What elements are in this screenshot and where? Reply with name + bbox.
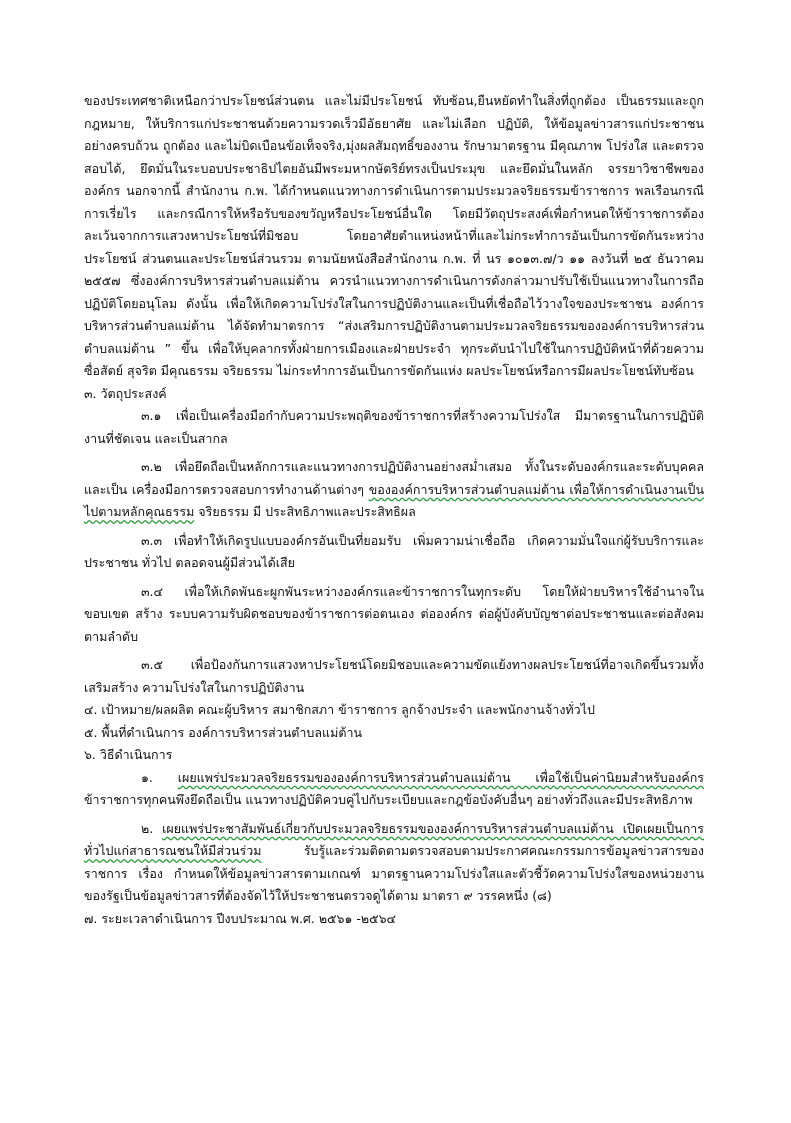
method-item-1-number: ๑. (141, 769, 178, 785)
method-item-2-underlined: เผยแพร่ประชาสัมพันธ์เกี่ยวกับประมวลจริยธรรมขององค์การบริหารส่วนตำบลแม่ต้าน เปิดเผยเป็นการทั่วไปแก่สาธารณชนให้มีส่วนร่วม (84, 820, 704, 858)
section-6-heading: ๖. วิธีดำเนินการ (84, 747, 173, 762)
intro-paragraph: ของประเทศชาติเหนือกว่าประโยชน์ส่วนตน และไม่มีประโยชน์ ทับซ้อน,ยืนหยัดทำในสิ่งที่ถูกต้อง เป็นธรรมและถูกกฎหมาย, ให้บริการแก่ประชาชนด้วยความรวดเร็วมีอัธยาศัย และไม่เลือก ปฏิบัติ, ให้ข้อมูลข่าวสารแก่ประชาชนอย่างครบถ้วน ถูกต้อง และไม่บิดเบือนข้อเท็จจริง,มุ่งผลสัมฤทธิ์ของงาน รักษามาตรฐาน มีคุณภาพ โปร่งใส และตรวจสอบได้, ยึดมั่นในระบอบประชาธิปไตยอันมีพระมหากษัตริย์ทรงเป็นประมุข และยึดมั่นในหลัก จรรยาวิชาชีพขององค์กร นอกจากนี้ สำนักงาน ก.พ. ได้กำหนดแนวทางการดำเนินการตามประมวลจริยธรรมข้าราชการ พลเรือนกรณีการเรี่ยไร และกรณีการให้หรือรับของขวัญหรือประโยชน์อื่นใด โดยมีวัตถุประสงค์เพื่อกำหนดให้ข้าราชการต้อง ละเว้นจากการแสวงหาประโยชน์ที่มิชอบ โดยอาศัยตำแหน่งหน้าที่และไม่กระทำการอันเป็นการขัดกันระหว่างประโยชน์ ส่วนตนและประโยชน์ส่วนรวม ตามนัยหนังสือสำนักงาน ก.พ. ที่ นร ๑๐๑๓.๗/ว ๑๑ ลงวันที่ ๒๕ ธันวาคม ๒๕๕๗ ซึ่งองค์การบริหารส่วนตำบลแม่ต้าน ควรนำแนวทางการดำเนินการดังกล่าวมาปรับใช้เป็นแนวทางในการถือปฏิบัติโดยอนุโลม ดังนั้น เพื่อให้เกิดความโปร่งใสในการปฏิบัติงานและเป็นที่เชื่อถือไว้วางใจของประชาชน องค์การบริหารส่วนตำบลแม่ต้าน ได้จัดทำมาตรการ “ส่งเสริมการปฏิบัติงานตามประมวลจริยธรรมขององค์การบริหารส่วนตำบลแม่ต้าน ” ขึ้น เพื่อให้บุคลากรทั้งฝ่ายการเมืองและฝ่ายประจำ ทุกระดับนำไปใช้ในการปฏิบัติหน้าที่ด้วยความซื่อสัตย์ สุจริต มีคุณธรรม จริยธรรม ไม่กระทำการอันเป็นการขัดกันแห่ง ผลประโยชน์หรือการมีผลประโยชน์ทับซ้อน (84, 93, 704, 378)
method-item-2-number: ๒. (141, 820, 163, 836)
objective-3-3: ๓.๓ เพื่อทำให้เกิดรูปแบบองค์กรอันเป็นที่ยอมรับ เพิ่มความน่าเชื่อถือ เกิดความมั่นใจแก่ผู้รับบริการและประชาชน ทั่วไป ตลอดจนผู้มีส่วนได้เสีย (84, 532, 704, 570)
objective-3-2 (84, 456, 704, 524)
method-item-2-rest: รับรู้และร่วมติดตามตรวจสอบตามประกาศคณะกรรมการข้อมูลข่าวสารของราชการ เรื่อง กำหนดให้ข้อมูลข่าวสารตามเกณฑ์ มาตรฐานความโปร่งใสและตัวชี้วัดความโปร่งใสของหน่วยงานของรัฐเป็นข้อมูลข่าวสารที่ต้องจัดไว้ให้ประชาชนตรวจดูได้ตาม มาตรา ๙ วรรคหนึ่ง (๘) (84, 843, 704, 903)
objective-3-4: ๓.๔ เพื่อให้เกิดพันธะผูกพันระหว่างองค์กรและข้าราชการในทุกระดับ โดยให้ฝ่ายบริหารใช้อำนาจในขอบเขต สร้าง ระบบความรับผิดชอบของข้าราชการต่อตนเอง ต่อองค์กร ต่อผู้บังคับบัญชาต่อประชาชนและต่อสังคมตามลำดับ (84, 583, 704, 644)
section-3-heading: ๓. วัตถุประสงค์ (84, 385, 167, 401)
method-item-2 (84, 818, 704, 908)
section-7-period: ๗. ระยะเวลาดำเนินการ ปีงบประมาณ พ.ศ. ๒๕๖๑ -๒๕๖๔ (84, 910, 396, 926)
objective-3-2-underlined: ขององค์การบริหารส่วนตำบลแม่ต้าน เพื่อให้การดำเนินงานเป็นไปตามหลักคุณธรรม (84, 481, 705, 519)
method-item-1-underlined: เผยแพร่ประมวลจริยธรรมขององค์การบริหารส่วนตำบลแม่ต้าน เพื่อใช้เป็นค่านิยมสำหรับองค์กร (177, 769, 704, 785)
objective-3-2-text-c: จริยธรรม มี ประสิทธิภาพและประสิทธิผล (194, 504, 416, 519)
section-4-target: ๔. เป้าหมาย/ผลผลิต คณะผู้บริหาร สมาชิกสภา ข้าราชการ ลูกจ้างประจำ และพนักงานจ้างทั่วไป (84, 702, 595, 717)
section-5-area: ๕. พื้นที่ดำเนินการ องค์การบริหารส่วนตำบลแม่ต้าน (84, 724, 363, 740)
objective-3-5: ๓.๕ เพื่อป้องกันการแสวงหาประโยชน์โดยมิชอบและความขัดแย้งทางผลประโยชน์ที่อาจเกิดขึ้นรวมทั้งเสริมสร้าง ความโปร่งใสในการปฏิบัติงาน (84, 657, 704, 695)
method-item-1-rest: ข้าราชการทุกคนพึงยึดถือเป็น แนวทางปฏิบัติควบคู่ไปกับระเบียบและกฎข้อบังคับอื่นๆ อย่างทั่วถึงและมีประสิทธิภาพ (84, 792, 693, 807)
objective-3-1: ๓.๑ เพื่อเป็นเครื่องมือกำกับความประพฤติของข้าราชการที่สร้างความโปร่งใส มีมาตรฐานในการปฏิบัติงานที่ชัดเจน และเป็นสากล (84, 408, 704, 446)
objective-3-2-text-a: ๓.๒ เพื่อยึดถือเป็นหลักการและแนวทางการปฏิบัติงานอย่างสม่ำเสมอ ทั้งในระดับองค์กรและระดับบุคคลและเป็น เครื่องมือการตรวจสอบการทำงานด้านต่างๆ (84, 459, 704, 497)
document-page (84, 90, 704, 930)
method-item-1 (84, 767, 704, 812)
